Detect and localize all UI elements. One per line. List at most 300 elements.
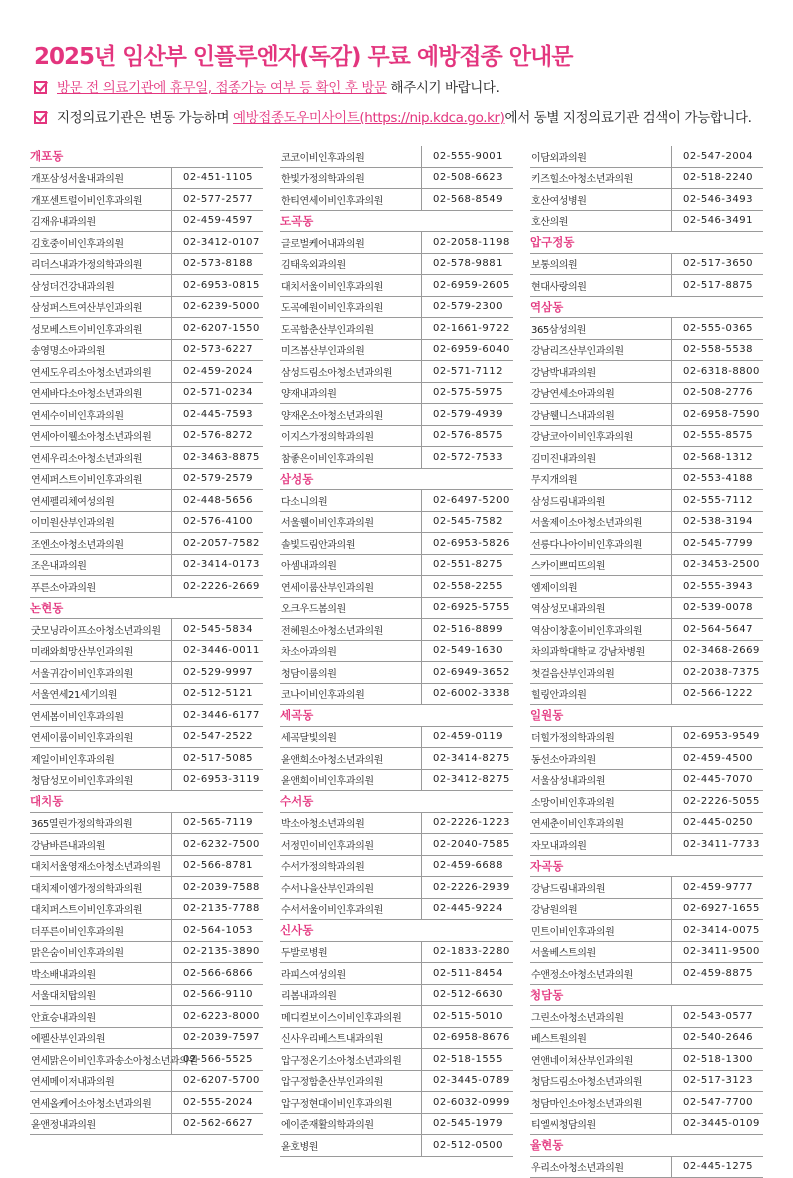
clinic-name: 성모베스트이비인후과의원 bbox=[30, 321, 171, 336]
clinic-row bbox=[530, 490, 763, 512]
clinic-name: 연세수이비인후과의원 bbox=[30, 407, 171, 422]
clinic-name: 미래와희망산부인과의원 bbox=[30, 643, 171, 658]
clinic-row bbox=[30, 189, 263, 211]
clinic-row bbox=[280, 447, 513, 469]
dong-header: 논현동 bbox=[30, 598, 263, 620]
clinic-name: 선릉다나아이비인후과의원 bbox=[530, 536, 671, 551]
clinic-row bbox=[530, 748, 763, 770]
clinic-name: 압구정함춘산부인과의원 bbox=[280, 1073, 421, 1088]
clinic-name: 윤앤희이비인후과의원 bbox=[280, 772, 421, 787]
clinic-column-1 bbox=[30, 146, 263, 1178]
clinic-phone: 02-540-2646 bbox=[671, 1028, 763, 1049]
clinic-phone: 02-566-8781 bbox=[171, 856, 263, 877]
clinic-phone: 02-3445-0789 bbox=[421, 1071, 513, 1092]
clinic-name: 서울귀감이비인후과의원 bbox=[30, 665, 171, 680]
clinic-phone: 02-3453-2500 bbox=[671, 555, 763, 576]
clinic-name: 신사우리베스트내과의원 bbox=[280, 1030, 421, 1045]
clinic-row bbox=[30, 877, 263, 899]
clinic-phone: 02-578-9881 bbox=[421, 254, 513, 275]
clinic-phone: 02-2226-1223 bbox=[421, 813, 513, 834]
clinic-name: 송영명소아과의원 bbox=[30, 342, 171, 357]
clinic-phone: 02-568-1312 bbox=[671, 447, 763, 468]
clinic-row bbox=[30, 856, 263, 878]
clinic-name: 굿모닝라이프소아청소년과의원 bbox=[30, 622, 171, 637]
clinic-phone: 02-562-6627 bbox=[171, 1114, 263, 1135]
clinic-name: 365열린가정의학과의원 bbox=[30, 815, 171, 830]
clinic-row bbox=[530, 426, 763, 448]
clinic-phone: 02-6953-3119 bbox=[171, 770, 263, 791]
clinic-phone: 02-6207-1550 bbox=[171, 318, 263, 339]
clinic-name: 조은내과의원 bbox=[30, 557, 171, 572]
clinic-name: 이담외과의원 bbox=[530, 149, 671, 164]
clinic-phone: 02-564-1053 bbox=[171, 920, 263, 941]
clinic-name: 대치서울이비인후과의원 bbox=[280, 278, 421, 293]
clinic-name: 연세우리소아청소년과의원 bbox=[30, 450, 171, 465]
clinic-row bbox=[280, 297, 513, 319]
clinic-row bbox=[530, 1071, 763, 1093]
clinic-phone: 02-573-8188 bbox=[171, 254, 263, 275]
clinic-row bbox=[530, 598, 763, 620]
clinic-phone: 02-555-0365 bbox=[671, 318, 763, 339]
clinic-row bbox=[530, 834, 763, 856]
clinic-name: 역삼성모내과의원 bbox=[530, 600, 671, 615]
clinic-name: 전혜원소아청소년과의원 bbox=[280, 622, 421, 637]
clinic-name: 소망이비인후과의원 bbox=[530, 794, 671, 809]
clinic-row bbox=[30, 641, 263, 663]
clinic-phone: 02-451-1105 bbox=[171, 168, 263, 189]
clinic-name: 현대사랑의원 bbox=[530, 278, 671, 293]
clinic-phone: 02-511-8454 bbox=[421, 963, 513, 984]
clinic-phone: 02-539-0078 bbox=[671, 598, 763, 619]
clinic-name: 김미진내과의원 bbox=[530, 450, 671, 465]
clinic-phone: 02-515-5010 bbox=[421, 1006, 513, 1027]
clinic-name: 리봄내과의원 bbox=[280, 987, 421, 1002]
clinic-name: 도곡함춘산부인과의원 bbox=[280, 321, 421, 336]
clinic-row bbox=[30, 168, 263, 190]
clinic-name: 연세퍼스트이비인후과의원 bbox=[30, 471, 171, 486]
clinic-phone: 02-517-3650 bbox=[671, 254, 763, 275]
clinic-name: 대치퍼스트이비인후과의원 bbox=[30, 901, 171, 916]
clinic-row bbox=[280, 533, 513, 555]
clinic-phone: 02-568-8549 bbox=[421, 189, 513, 210]
clinic-row bbox=[280, 877, 513, 899]
clinic-row bbox=[280, 404, 513, 426]
clinic-row bbox=[30, 963, 263, 985]
notice-visit-rest: 해주시기 바랍니다. bbox=[387, 80, 500, 96]
clinic-name: 오크우드봄의원 bbox=[280, 600, 421, 615]
clinic-phone: 02-3414-0075 bbox=[671, 920, 763, 941]
clinic-name: 서울삼성내과의원 bbox=[530, 772, 671, 787]
clinic-row bbox=[30, 297, 263, 319]
clinic-name: 압구정온기소아청소년과의원 bbox=[280, 1052, 421, 1067]
clinic-row bbox=[30, 899, 263, 921]
clinic-phone: 02-516-8899 bbox=[421, 619, 513, 640]
clinic-phone: 02-6232-7500 bbox=[171, 834, 263, 855]
clinic-row bbox=[530, 877, 763, 899]
clinic-phone: 02-555-9001 bbox=[421, 146, 513, 167]
clinic-name: 우리소아청소년과의원 bbox=[530, 1159, 671, 1174]
clinic-name: 연세바다소아청소년과의원 bbox=[30, 385, 171, 400]
clinic-phone: 02-512-5121 bbox=[171, 684, 263, 705]
clinic-name: 삼성퍼스트여산부인과의원 bbox=[30, 299, 171, 314]
clinic-name: 자모내과의원 bbox=[530, 837, 671, 852]
clinic-phone: 02-6002-3338 bbox=[421, 684, 513, 705]
clinic-row bbox=[280, 340, 513, 362]
clinic-phone: 02-2226-2669 bbox=[171, 576, 263, 597]
clinic-name: 수서가정의학과의원 bbox=[280, 858, 421, 873]
clinic-row bbox=[530, 1114, 763, 1136]
clinic-row bbox=[30, 318, 263, 340]
clinic-phone: 02-6223-8000 bbox=[171, 1006, 263, 1027]
clinic-row bbox=[30, 834, 263, 856]
clinic-name: 그린소아청소년과의원 bbox=[530, 1009, 671, 1024]
dong-header: 개포동 bbox=[30, 146, 263, 168]
clinic-row bbox=[280, 1114, 513, 1136]
clinic-row bbox=[530, 1092, 763, 1114]
clinic-name: 연세맑은이비인후과송소아청소년과의원 bbox=[30, 1052, 171, 1067]
clinic-name: 365삼성의원 bbox=[530, 321, 671, 336]
clinic-row bbox=[30, 426, 263, 448]
clinic-name: 안효승내과의원 bbox=[30, 1009, 171, 1024]
clinic-name: 도곡예원이비인후과의원 bbox=[280, 299, 421, 314]
nip-site-link[interactable]: 예방접종도우미사이트(https://nip.kdca.go.kr) bbox=[233, 110, 505, 126]
clinic-phone: 02-517-5085 bbox=[171, 748, 263, 769]
clinic-row bbox=[30, 361, 263, 383]
clinic-row bbox=[30, 985, 263, 1007]
clinic-row bbox=[30, 1006, 263, 1028]
clinic-row bbox=[530, 361, 763, 383]
clinic-row bbox=[30, 1114, 263, 1136]
clinic-name: 첫걸음산부인과의원 bbox=[530, 665, 671, 680]
clinic-phone: 02-3414-0173 bbox=[171, 555, 263, 576]
clinic-name: 역삼이창훈이비인후과의원 bbox=[530, 622, 671, 637]
clinic-row bbox=[30, 490, 263, 512]
clinic-row bbox=[30, 1092, 263, 1114]
clinic-row bbox=[280, 598, 513, 620]
clinic-row bbox=[530, 146, 763, 168]
clinic-row bbox=[530, 1006, 763, 1028]
clinic-name: 푸른소아과의원 bbox=[30, 579, 171, 594]
clinic-name: 코나이비인후과의원 bbox=[280, 686, 421, 701]
clinic-row bbox=[30, 275, 263, 297]
clinic-row bbox=[530, 576, 763, 598]
clinic-phone: 02-547-7700 bbox=[671, 1092, 763, 1113]
clinic-row bbox=[280, 899, 513, 921]
clinic-name: 동선소아과의원 bbox=[530, 751, 671, 766]
clinic-name: 삼성더건강내과의원 bbox=[30, 278, 171, 293]
clinic-name: 제일이비인후과의원 bbox=[30, 751, 171, 766]
clinic-row bbox=[280, 275, 513, 297]
clinic-row bbox=[30, 920, 263, 942]
clinic-name: 서울웰이비인후과의원 bbox=[280, 514, 421, 529]
clinic-phone: 02-445-0250 bbox=[671, 813, 763, 834]
clinic-phone: 02-6239-5000 bbox=[171, 297, 263, 318]
clinic-name: 강남연세소아과의원 bbox=[530, 385, 671, 400]
clinic-row bbox=[30, 1071, 263, 1093]
clinic-row bbox=[280, 232, 513, 254]
clinic-phone: 02-545-1979 bbox=[421, 1114, 513, 1135]
clinic-row bbox=[30, 662, 263, 684]
clinic-row bbox=[280, 684, 513, 706]
clinic-name: 윤호병원 bbox=[280, 1138, 421, 1153]
dong-header: 압구정동 bbox=[530, 232, 763, 254]
clinic-name: 연세아이웰소아청소년과의원 bbox=[30, 428, 171, 443]
clinic-name: 서울대치탑의원 bbox=[30, 987, 171, 1002]
clinic-name: 연앤네이쳐산부인과의원 bbox=[530, 1052, 671, 1067]
clinic-name: 강남드림내과의원 bbox=[530, 880, 671, 895]
clinic-name: 청담성모이비인후과의원 bbox=[30, 772, 171, 787]
clinic-name: 에이준재활의학과의원 bbox=[280, 1116, 421, 1131]
clinic-phone: 02-6949-3652 bbox=[421, 662, 513, 683]
clinic-phone: 02-571-0234 bbox=[171, 383, 263, 404]
clinic-row bbox=[30, 619, 263, 641]
clinic-name: 김태욱외과의원 bbox=[280, 256, 421, 271]
dong-header: 수서동 bbox=[280, 791, 513, 813]
clinic-phone: 02-573-6227 bbox=[171, 340, 263, 361]
clinic-phone: 02-6953-5826 bbox=[421, 533, 513, 554]
clinic-phone: 02-2039-7588 bbox=[171, 877, 263, 898]
clinic-name: 세곡달빛의원 bbox=[280, 729, 421, 744]
clinic-row bbox=[30, 533, 263, 555]
clinic-phone: 02-571-7112 bbox=[421, 361, 513, 382]
clinic-name: 더힐가정의학과의원 bbox=[530, 729, 671, 744]
clinic-phone: 02-459-8875 bbox=[671, 963, 763, 984]
clinic-name: 삼성드림내과의원 bbox=[530, 493, 671, 508]
clinic-name: 티엘씨청담의원 bbox=[530, 1116, 671, 1131]
clinic-name: 서울연세21세기의원 bbox=[30, 686, 171, 701]
clinic-phone: 02-1833-2280 bbox=[421, 942, 513, 963]
clinic-phone: 02-3463-8875 bbox=[171, 447, 263, 468]
clinic-phone: 02-508-2776 bbox=[671, 383, 763, 404]
clinic-row bbox=[280, 1006, 513, 1028]
clinic-phone: 02-1661-9722 bbox=[421, 318, 513, 339]
clinic-name: 연세봄이비인후과의원 bbox=[30, 708, 171, 723]
clinic-name: 김호중이비인후과의원 bbox=[30, 235, 171, 250]
clinic-row bbox=[530, 1157, 763, 1178]
clinic-row bbox=[30, 447, 263, 469]
clinic-name: 수서서울이비인후과의원 bbox=[280, 901, 421, 916]
clinic-name: 개포센트럴이비인후과의원 bbox=[30, 192, 171, 207]
clinic-name: 호산의원 bbox=[530, 213, 671, 228]
clinic-phone: 02-3446-0011 bbox=[171, 641, 263, 662]
clinic-phone: 02-3414-8275 bbox=[421, 748, 513, 769]
clinic-name: 참좋은이비인후과의원 bbox=[280, 450, 421, 465]
clinic-name: 강남박내과의원 bbox=[530, 364, 671, 379]
clinic-name: 수앤정소아청소년과의원 bbox=[530, 966, 671, 981]
clinic-phone: 02-545-7799 bbox=[671, 533, 763, 554]
clinic-name: 삼성드림소아청소년과의원 bbox=[280, 364, 421, 379]
clinic-name: 무지개의원 bbox=[530, 471, 671, 486]
notice-line-visit bbox=[34, 76, 499, 96]
clinic-name: 이미원산부인과의원 bbox=[30, 514, 171, 529]
clinic-name: 수서나을산부인과의원 bbox=[280, 880, 421, 895]
clinic-phone: 02-6953-0815 bbox=[171, 275, 263, 296]
clinic-row bbox=[530, 619, 763, 641]
clinic-row bbox=[30, 1049, 263, 1071]
clinic-name: 메디컬보이스이비인후과의원 bbox=[280, 1009, 421, 1024]
clinic-row bbox=[280, 254, 513, 276]
clinic-phone: 02-6925-5755 bbox=[421, 598, 513, 619]
clinic-phone: 02-543-0577 bbox=[671, 1006, 763, 1027]
clinic-row bbox=[530, 512, 763, 534]
clinic-phone: 02-564-5647 bbox=[671, 619, 763, 640]
clinic-phone: 02-566-1222 bbox=[671, 684, 763, 705]
clinic-phone: 02-445-9224 bbox=[421, 899, 513, 920]
clinic-row bbox=[530, 404, 763, 426]
clinic-row bbox=[530, 942, 763, 964]
clinic-row bbox=[530, 189, 763, 211]
clinic-name: 윤앤희소아청소년과의원 bbox=[280, 751, 421, 766]
clinic-name: 다소니의원 bbox=[280, 493, 421, 508]
clinic-row bbox=[530, 254, 763, 276]
clinic-name: 강남바른내과의원 bbox=[30, 837, 171, 852]
clinic-row bbox=[530, 727, 763, 749]
clinic-row bbox=[280, 942, 513, 964]
clinic-phone: 02-6927-1655 bbox=[671, 899, 763, 920]
clinic-phone: 02-2135-3890 bbox=[171, 942, 263, 963]
clinic-phone: 02-459-6688 bbox=[421, 856, 513, 877]
notice-site-suffix: 에서 동별 지정의료기관 검색이 가능합니다. bbox=[505, 110, 752, 126]
page-title: 2025년 임산부 인플루엔자(독감) 무료 예방접종 안내문 bbox=[34, 38, 572, 71]
clinic-row bbox=[280, 641, 513, 663]
clinic-row bbox=[280, 1135, 513, 1157]
clinic-phone: 02-518-1555 bbox=[421, 1049, 513, 1070]
clinic-name: 두발로병원 bbox=[280, 944, 421, 959]
clinic-row bbox=[280, 727, 513, 749]
clinic-row bbox=[280, 1092, 513, 1114]
clinic-phone: 02-2039-7597 bbox=[171, 1028, 263, 1049]
clinic-name: 연세도우리소아청소년과의원 bbox=[30, 364, 171, 379]
clinic-phone: 02-459-4500 bbox=[671, 748, 763, 769]
checkbox-icon bbox=[34, 111, 47, 124]
clinic-name: 이지스가정의학과의원 bbox=[280, 428, 421, 443]
clinic-phone: 02-445-1275 bbox=[671, 1157, 763, 1178]
clinic-row bbox=[30, 813, 263, 835]
clinic-name: 차소아과의원 bbox=[280, 643, 421, 658]
clinic-phone: 02-549-1630 bbox=[421, 641, 513, 662]
notice-site-prefix: 지정의료기관은 변동 가능하며 bbox=[57, 110, 233, 126]
clinic-row bbox=[30, 211, 263, 233]
clinic-name: 강남웰니스내과의원 bbox=[530, 407, 671, 422]
clinic-phone: 02-547-2004 bbox=[671, 146, 763, 167]
clinic-name: 호산여성병원 bbox=[530, 192, 671, 207]
clinic-row bbox=[530, 533, 763, 555]
clinic-phone: 02-576-8272 bbox=[171, 426, 263, 447]
clinic-name: 박소아청소년과의원 bbox=[280, 815, 421, 830]
clinic-row bbox=[530, 275, 763, 297]
clinic-phone: 02-6207-5700 bbox=[171, 1071, 263, 1092]
clinic-row bbox=[30, 512, 263, 534]
clinic-phone: 02-3411-9500 bbox=[671, 942, 763, 963]
clinic-name: 더푸른이비인후과의원 bbox=[30, 923, 171, 938]
clinic-row bbox=[280, 512, 513, 534]
clinic-name: 서정민이비인후과의원 bbox=[280, 837, 421, 852]
checkbox-icon bbox=[34, 81, 47, 94]
clinic-name: 압구정현대이비인후과의원 bbox=[280, 1095, 421, 1110]
clinic-row bbox=[280, 1049, 513, 1071]
clinic-name: 민트이비인후과의원 bbox=[530, 923, 671, 938]
clinic-name: 연세이룸이비인후과의원 bbox=[30, 729, 171, 744]
clinic-phone: 02-576-8575 bbox=[421, 426, 513, 447]
clinic-row bbox=[280, 361, 513, 383]
clinic-phone: 02-2040-7585 bbox=[421, 834, 513, 855]
dong-header: 일원동 bbox=[530, 705, 763, 727]
clinic-phone: 02-3468-2669 bbox=[671, 641, 763, 662]
clinic-phone: 02-577-2577 bbox=[171, 189, 263, 210]
clinic-name: 윤앤정내과의원 bbox=[30, 1116, 171, 1131]
clinic-row bbox=[30, 576, 263, 598]
clinic-row bbox=[280, 748, 513, 770]
clinic-phone: 02-6497-5200 bbox=[421, 490, 513, 511]
clinic-name: 아셈내과의원 bbox=[280, 557, 421, 572]
clinic-row bbox=[530, 168, 763, 190]
clinic-phone: 02-566-5525 bbox=[171, 1049, 263, 1070]
clinic-row bbox=[530, 684, 763, 706]
clinic-name: 박소배내과의원 bbox=[30, 966, 171, 981]
clinic-name: 연세펠리체여성의원 bbox=[30, 493, 171, 508]
clinic-phone: 02-448-5656 bbox=[171, 490, 263, 511]
clinic-phone: 02-545-7582 bbox=[421, 512, 513, 533]
clinic-phone: 02-6032-0999 bbox=[421, 1092, 513, 1113]
clinic-row bbox=[280, 619, 513, 641]
clinic-name: 에펠산부인과의원 bbox=[30, 1030, 171, 1045]
clinic-phone: 02-2057-7582 bbox=[171, 533, 263, 554]
clinic-name: 김재유내과의원 bbox=[30, 213, 171, 228]
dong-header: 청담동 bbox=[530, 985, 763, 1007]
dong-header: 율현동 bbox=[530, 1135, 763, 1157]
clinic-phone: 02-551-8275 bbox=[421, 555, 513, 576]
clinic-phone: 02-547-2522 bbox=[171, 727, 263, 748]
clinic-row bbox=[280, 168, 513, 190]
clinic-phone: 02-566-9110 bbox=[171, 985, 263, 1006]
clinic-phone: 02-555-7112 bbox=[671, 490, 763, 511]
clinic-phone: 02-517-3123 bbox=[671, 1071, 763, 1092]
clinic-phone: 02-555-2024 bbox=[171, 1092, 263, 1113]
clinic-row bbox=[280, 856, 513, 878]
clinic-row bbox=[30, 1028, 263, 1050]
clinic-row bbox=[30, 469, 263, 491]
clinic-row bbox=[530, 641, 763, 663]
clinic-row bbox=[530, 1049, 763, 1071]
clinic-name: 엠제이의원 bbox=[530, 579, 671, 594]
clinic-phone: 02-445-7593 bbox=[171, 404, 263, 425]
clinic-row bbox=[280, 770, 513, 792]
clinic-phone: 02-555-8575 bbox=[671, 426, 763, 447]
clinic-phone: 02-2058-1198 bbox=[421, 232, 513, 253]
clinic-column-3 bbox=[530, 146, 763, 1178]
clinic-phone: 02-445-7070 bbox=[671, 770, 763, 791]
clinic-row bbox=[30, 748, 263, 770]
clinic-phone: 02-2135-7788 bbox=[171, 899, 263, 920]
clinic-row bbox=[30, 770, 263, 792]
clinic-phone: 02-517-8875 bbox=[671, 275, 763, 296]
clinic-phone: 02-566-6866 bbox=[171, 963, 263, 984]
notice-line-site bbox=[34, 106, 752, 126]
clinic-phone: 02-6959-6040 bbox=[421, 340, 513, 361]
clinic-name: 코코이비인후과의원 bbox=[280, 149, 421, 164]
clinic-row bbox=[280, 490, 513, 512]
clinic-phone: 02-565-7119 bbox=[171, 813, 263, 834]
clinic-phone: 02-2226-2939 bbox=[421, 877, 513, 898]
clinic-row bbox=[530, 469, 763, 491]
clinic-phone: 02-6958-8676 bbox=[421, 1028, 513, 1049]
clinic-row bbox=[30, 705, 263, 727]
clinic-name: 보통의의원 bbox=[530, 256, 671, 271]
clinic-row bbox=[30, 383, 263, 405]
clinic-phone: 02-6959-2605 bbox=[421, 275, 513, 296]
clinic-name: 연세올케어소아청소년과의원 bbox=[30, 1095, 171, 1110]
clinic-row bbox=[530, 662, 763, 684]
